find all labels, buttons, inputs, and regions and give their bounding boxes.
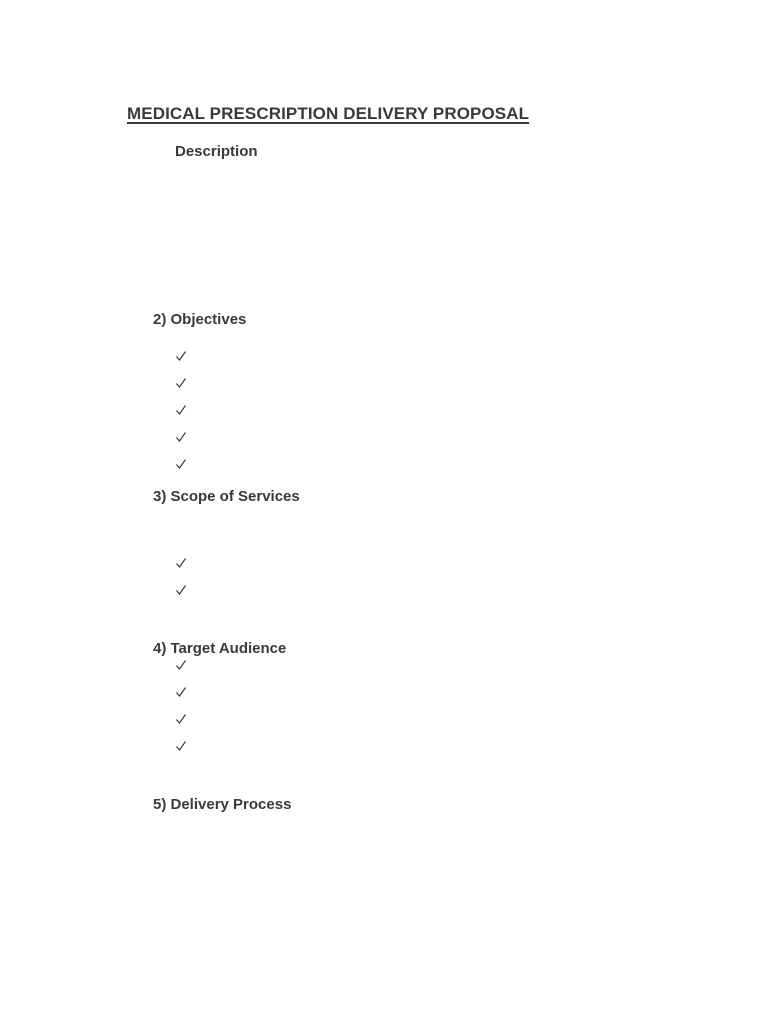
objectives-heading: 2) Objectives: [153, 311, 247, 328]
document-title: MEDICAL PRESCRIPTION DELIVERY PROPOSAL: [127, 104, 530, 123]
checkmark-icon: [175, 584, 189, 598]
target-audience-heading: 4) Target Audience: [153, 640, 287, 657]
checkmark-icon: [175, 713, 189, 727]
checkmark-icon: [175, 557, 189, 571]
checkmark-icon: [175, 740, 189, 754]
scope-heading: 3) Scope of Services: [153, 488, 300, 505]
checkmark-icon: [175, 350, 189, 364]
checkmark-icon: [175, 431, 189, 445]
checkmark-icon: [175, 404, 189, 418]
checkmark-icon: [175, 377, 189, 391]
description-heading: Description: [175, 143, 258, 160]
checkmark-icon: [175, 458, 189, 472]
checkmark-icon: [175, 686, 189, 700]
checkmark-icon: [175, 659, 189, 673]
delivery-process-heading: 5) Delivery Process: [153, 796, 292, 813]
